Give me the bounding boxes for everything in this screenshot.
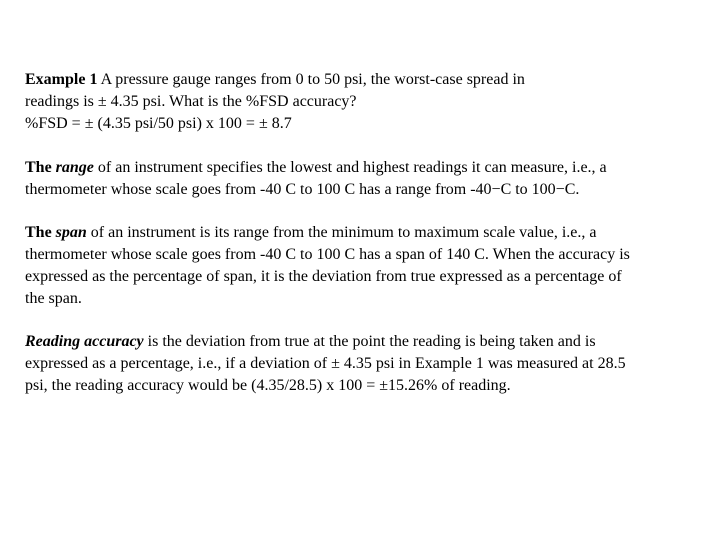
range-line-2: thermometer whose scale goes from -40 C to 100 C has a range from -40−C to 100−C. [25, 181, 580, 198]
reading-accuracy-line-2: expressed as a percentage, i.e., if a deviation of ± 4.35 psi in Example 1 was measured at 28.5 [25, 355, 626, 372]
range-definition-paragraph [25, 157, 710, 201]
span-line-1-text: of an instrument is its range from the minimum to maximum scale value, i.e., a [86, 224, 597, 241]
example-line-2: readings is ± 4.35 psi. What is the %FSD accuracy? [25, 93, 357, 110]
range-term: range [55, 159, 94, 176]
reading-accuracy-line-1 [25, 331, 710, 353]
example-line-1 [25, 69, 710, 91]
reading-accuracy-line-1-text: is the deviation from true at the point the reading is being taken and is [143, 333, 596, 350]
example-line-3: %FSD = ± (4.35 psi/50 psi) x 100 = ± 8.7 [25, 115, 292, 132]
reading-accuracy-line-3: psi, the reading accuracy would be (4.35/28.5) x 100 = ±15.26% of reading. [25, 377, 511, 394]
span-lead: The [25, 224, 56, 241]
range-line-1-text: of an instrument specifies the lowest and highest readings it can measure, i.e., a [93, 159, 607, 176]
example-heading: Example 1 [25, 71, 98, 88]
example-line-1-text: A pressure gauge ranges from 0 to 50 psi, the worst-case spread in [97, 71, 525, 88]
span-line-3: expressed as the percentage of span, it is the deviation from true expressed as a percentage of [25, 268, 622, 285]
range-lead: The [25, 159, 56, 176]
span-definition-paragraph [25, 222, 710, 310]
example-1-paragraph [25, 69, 710, 135]
span-term: span [55, 224, 87, 241]
reading-accuracy-paragraph [25, 331, 710, 397]
span-line-2: thermometer whose scale goes from -40 C to 100 C has a span of 140 C. When the accuracy is [25, 246, 630, 263]
reading-accuracy-term: Reading accuracy [25, 333, 144, 350]
span-line-1 [25, 222, 710, 244]
range-line-1 [25, 157, 710, 179]
span-line-4: the span. [25, 290, 82, 307]
